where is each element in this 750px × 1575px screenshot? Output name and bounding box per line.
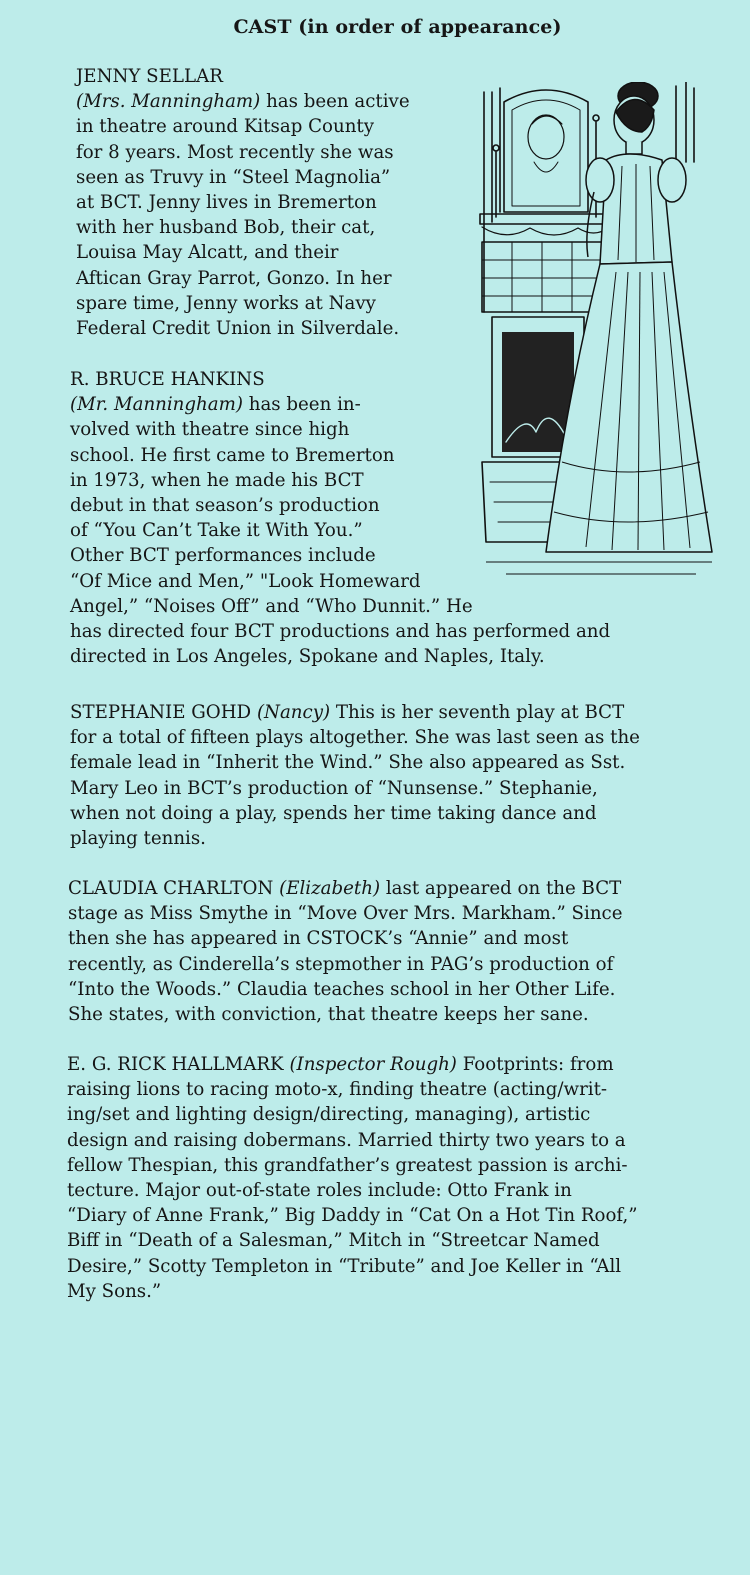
cast-name: JENNY SELLAR (76, 66, 223, 87)
bio-line: with her husband Bob, their cat, (76, 217, 376, 239)
bio-line: My Sons.” (67, 1280, 162, 1302)
bio-line: volved with theatre since high (70, 419, 350, 441)
bio-line: female lead in “Inherit the Wind.” She also appeared as Sst. (70, 752, 626, 774)
cast-name: E. G. RICK HALLMARK (67, 1054, 284, 1075)
page-title: CAST (in order of appearance) (233, 16, 562, 38)
bio-line: in theatre around Kitsap County (76, 116, 375, 138)
bio-line: She states, with conviction, that theatre keeps her sane. (68, 1004, 589, 1026)
cast-bio-stephanie-gohd (70, 700, 720, 851)
cast-name: CLAUDIA CHARLTON (68, 878, 274, 899)
bio-line: for a total of fifteen plays altogether. She was last seen as the (70, 727, 640, 749)
bio-line: Louisa May Alcatt, and their (76, 242, 339, 264)
cast-bio-jenny-sellar (76, 64, 446, 341)
bio-line: “Diary of Anne Frank,” Big Daddy in “Cat On a Hot Tin Roof,” (67, 1205, 638, 1227)
bio-line: Federal Credit Union in Silverdale. (76, 318, 400, 340)
bio-line: for 8 years. Most recently she was (76, 141, 394, 163)
bio-line: in 1973, when he made his BCT (70, 469, 364, 491)
bio-line: This is her seventh play at BCT (330, 702, 625, 723)
cast-role: (Inspector Rough) (289, 1054, 457, 1075)
bio-line: Other BCT performances include (70, 545, 376, 567)
cast-role: (Elizabeth) (279, 878, 381, 899)
bio-line: of “You Can’t Take it With You.” (70, 520, 363, 542)
bio-line: Angel,” “Noises Off” and “Who Dunnit.” He (70, 595, 473, 617)
cast-bio-claudia-charlton (68, 876, 723, 1027)
bio-line: Mary Leo in BCT’s production of “Nunsense.” Stephanie, (70, 777, 598, 799)
bio-line: school. He first came to Bremerton (70, 444, 395, 466)
bio-line: ing/set and lighting design/directing, managing), artistic (67, 1104, 591, 1126)
bio-line: directed in Los Angeles, Spokane and Naples, Italy. (70, 646, 545, 668)
cast-name: R. BRUCE HANKINS (70, 369, 265, 390)
bio-line: Footprints: from (456, 1054, 614, 1075)
bio-line: raising lions to racing moto-x, finding theatre (acting/writ- (67, 1079, 608, 1101)
bio-line: last appeared on the BCT (380, 878, 622, 899)
bio-line: has been in- (242, 394, 361, 416)
bio-line: spare time, Jenny works at Navy (76, 292, 376, 314)
victorian-woman-illustration (476, 82, 714, 582)
cast-role: (Mr. Manningham) (70, 394, 243, 416)
bio-line: has directed four BCT productions and has performed and (70, 621, 611, 643)
cast-bio-rick-hallmark (67, 1052, 722, 1304)
bio-line: when not doing a play, spends her time taking dance and (70, 802, 597, 824)
bio-line: “Into the Woods.” Claudia teaches school in her Other Life. (68, 978, 616, 1000)
bio-line: Aftican Gray Parrot, Gonzo. In her (76, 267, 392, 289)
bio-line: at BCT. Jenny lives in Bremerton (76, 192, 377, 214)
bio-line: design and raising dobermans. Married thirty two years to a (67, 1129, 626, 1151)
bio-line: then she has appeared in CSTOCK’s “Annie” and most (68, 928, 569, 950)
bio-line: Desire,” Scotty Templeton in “Tribute” and Joe Keller in “All (67, 1255, 622, 1277)
bio-line: playing tennis. (70, 828, 206, 850)
bio-line: Biff in “Death of a Salesman,” Mitch in “Streetcar Named (67, 1230, 600, 1252)
cast-role: (Nancy) (256, 702, 331, 723)
bio-line: “Of Mice and Men,” "Look Homeward (70, 570, 421, 592)
cast-name: STEPHANIE GOHD (70, 702, 252, 723)
bio-line: has been active (260, 91, 410, 113)
cast-role: (Mrs. Manningham) (76, 91, 261, 113)
bio-line: debut in that season’s production (70, 495, 380, 517)
bio-line: recently, as Cinderella’s stepmother in PAG’s production of (68, 953, 614, 975)
bio-line: stage as Miss Smythe in “Move Over Mrs. Markham.” Since (68, 903, 623, 925)
bio-line: seen as Truvy in “Steel Magnolia” (76, 166, 391, 188)
bio-line: fellow Thespian, this grandfather’s greatest passion is archi- (67, 1154, 628, 1176)
bio-line: tecture. Major out-of-state roles include: Otto Frank in (67, 1180, 572, 1202)
